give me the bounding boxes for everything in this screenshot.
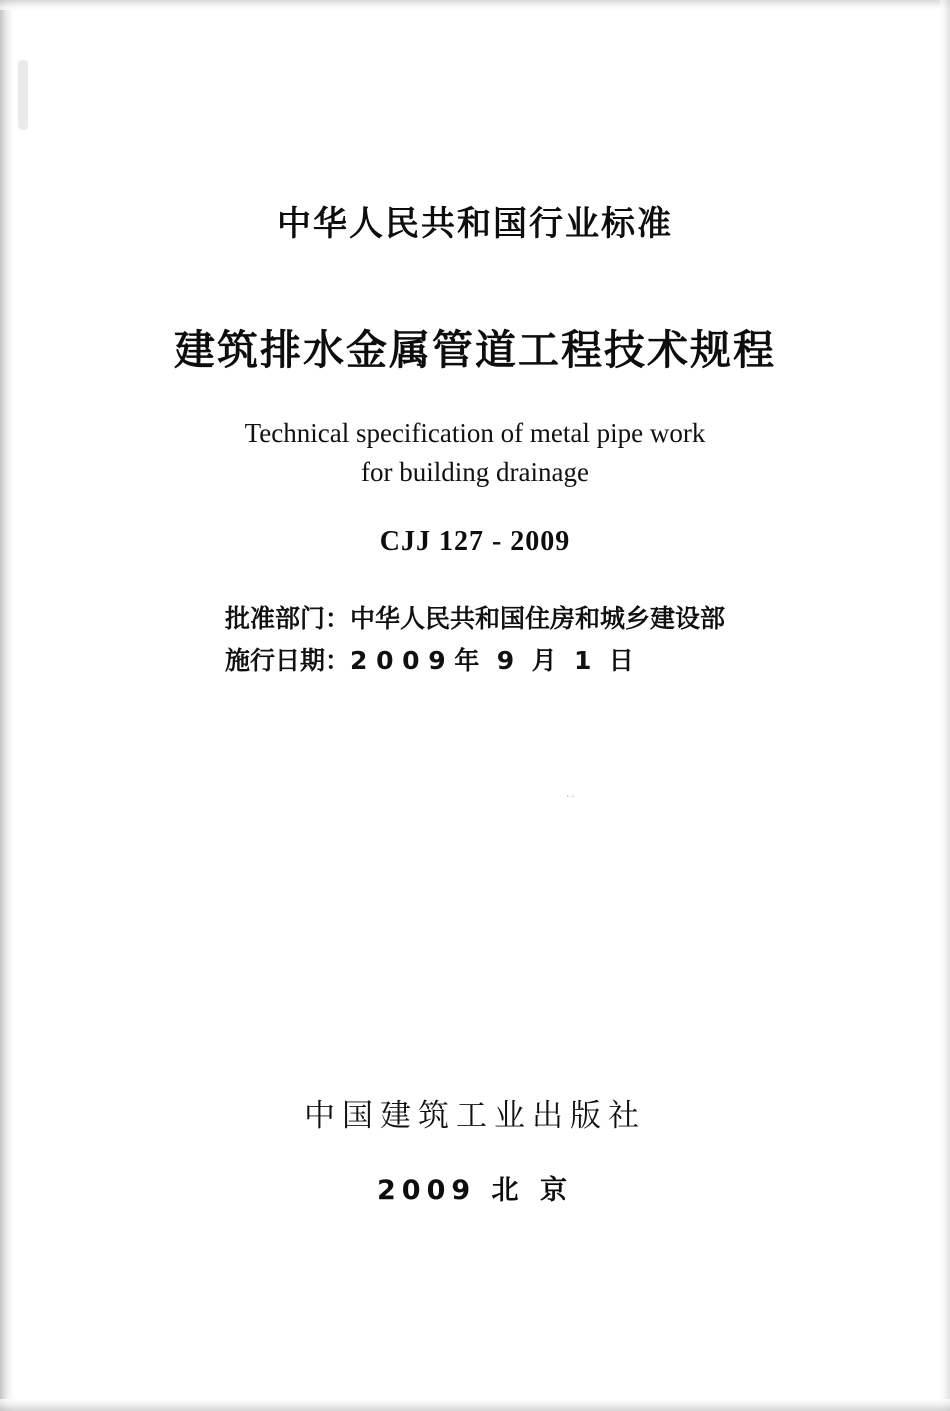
faint-scan-mark: .. <box>566 785 577 800</box>
document-title-chinese: 建筑排水金属管道工程技术规程 <box>174 326 776 374</box>
title-english-line-2: for building drainage <box>361 457 589 488</box>
approval-block <box>225 598 725 681</box>
publication-imprint: 2009 北 京 <box>377 1175 573 1206</box>
document-title-english <box>0 414 950 492</box>
standard-code: CJJ 127 - 2009 <box>379 526 571 558</box>
effective-date: 施行日期：2 0 0 9 年 9 月 1 日 <box>224 645 634 675</box>
standard-series-heading: 中华人民共和国行业标准 <box>277 204 673 244</box>
cover-content <box>0 0 950 681</box>
approval-authority: 批准部门：中华人民共和国住房和城乡建设部 <box>224 604 725 634</box>
scan-edge-bottom <box>0 1399 950 1411</box>
title-english-line-1: Technical specification of metal pipe work <box>244 418 706 448</box>
publisher-name: 中国建筑工业出版社 <box>304 1098 646 1134</box>
